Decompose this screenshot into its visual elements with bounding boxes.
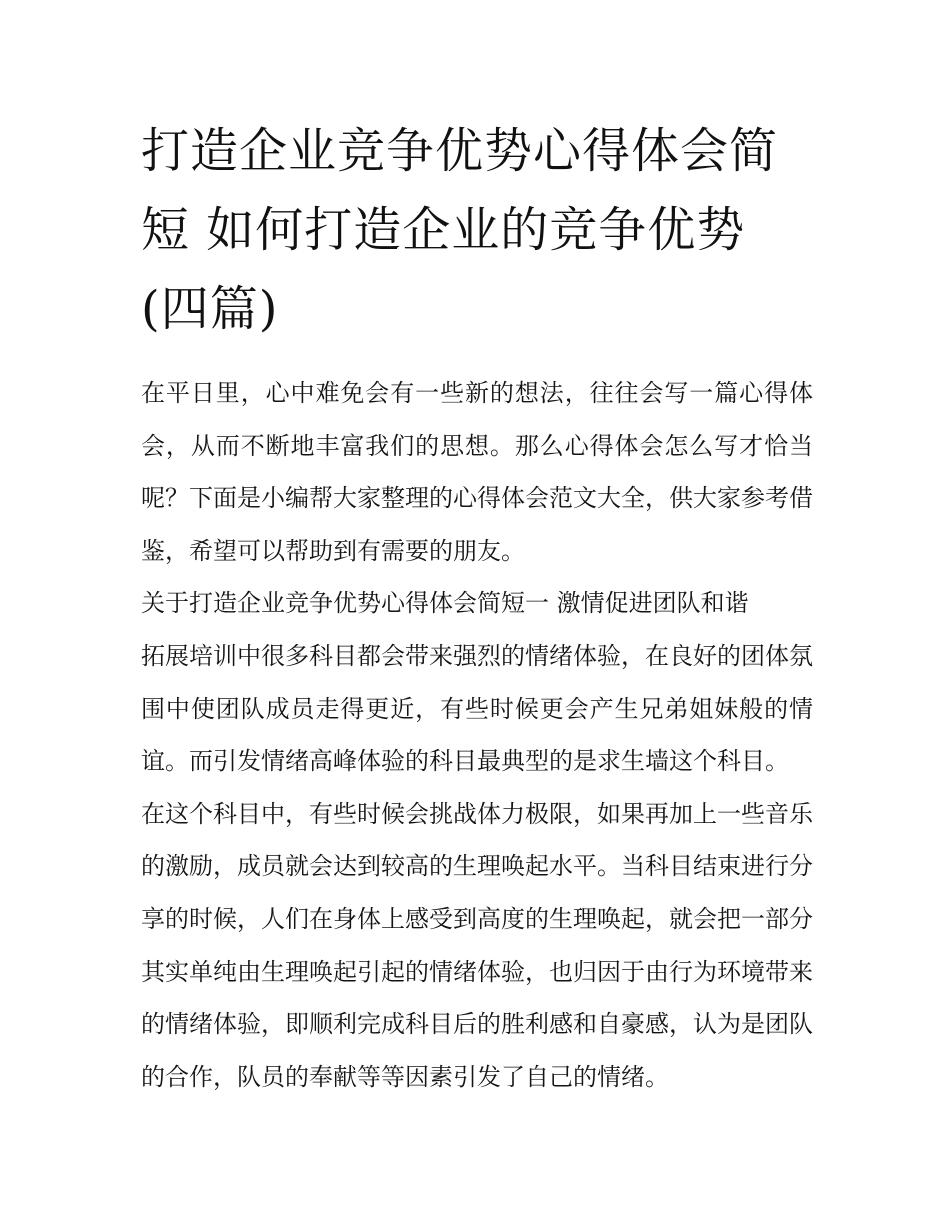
document-content bbox=[141, 112, 813, 1103]
paragraph-training: 拓展培训中很多科目都会带来强烈的情绪体验，在良好的团体氛围中使团队成员走得更近，有些时候更会产生兄弟姐妹般的情谊。而引发情绪高峰体验的科目最典型的是求生墙这个科目。 bbox=[141, 641, 813, 776]
document-title: 打造企业竞争优势心得体会简短 如何打造企业的竞争优势(四篇) bbox=[141, 123, 779, 337]
document-body bbox=[141, 367, 813, 1103]
paragraph-intro: 在平日里，心中难免会有一些新的想法，往往会写一篇心得体会，从而不断地丰富我们的思想。那么心得体会怎么写才恰当呢？下面是小编帮大家整理的心得体会范文大全，供大家参考借鉴，希望可以帮助到有需要的朋友。 bbox=[141, 379, 813, 565]
section-heading: 关于打造企业竞争优势心得体会简短一 激情促进团队和谐 bbox=[141, 589, 749, 618]
paragraph-subject: 在这个科目中，有些时候会挑战体力极限，如果再加上一些音乐的激励，成员就会达到较高的生理唤起水平。当科目结束进行分享的时候，人们在身体上感受到高度的生理唤起，就会把一部分其实单纯由生理唤起引起的情绪体验，也归因于由行为环境带来的情绪体验，即顺利完成科目后的胜利感和自豪感，认为是团队的合作，队员的奉献等等因素引发了自己的情绪。 bbox=[141, 799, 813, 1091]
